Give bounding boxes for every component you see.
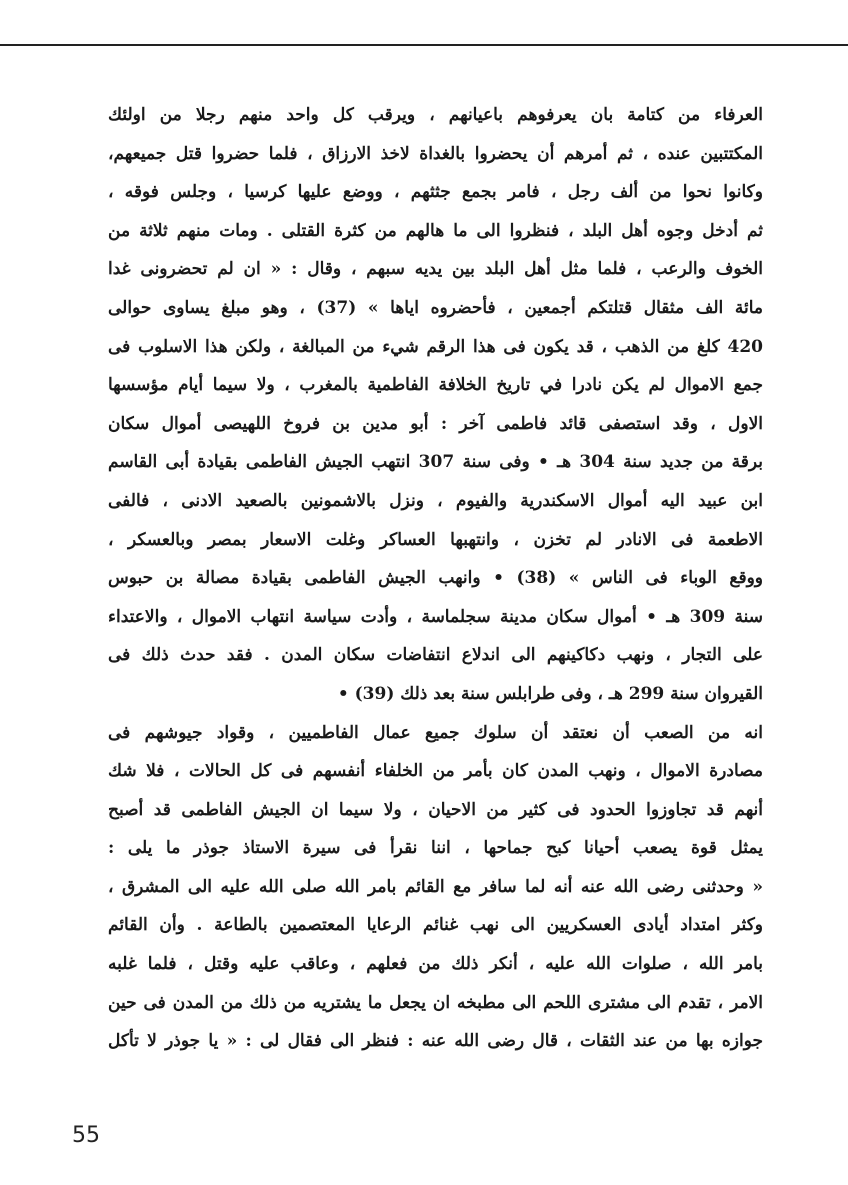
text-line: ثم أدخل وجوه أهل البلد ، فنظروا الى ما هالهم من كثرة القتلى . ومات منهم ثلاثة من [108,220,763,241]
text-line: ووقع الوباء فى الناس » (38) • وانهب الجيش الفاطمى بقيادة مصالة بن حبوس [108,568,763,589]
text-line: الاول ، وقد استصفى قائد فاطمى آخر : أبو مدين بن فروخ اللهيصى أموال سكان [108,413,763,434]
text-line: « وحدثنى رضى الله عنه أنه لما سافر مع القائم بامر الله صلى الله عليه الى المشرق ، [108,876,763,897]
page-number: 55 [72,1123,100,1148]
text-line: يمثل قوة يصعب أحيانا كبح جماحها ، اننا نقرأ فى سيرة الاستاذ جوذر ما يلى : [108,838,763,859]
paragraph-2 [108,714,763,1061]
page-body [108,96,763,1061]
text-line: الامر ، تقدم الى مشترى اللحم الى مطبخه ان يجعل ما يشتريه من ذلك من المدن فى حين [108,992,763,1013]
text-line: وكثر امتداد أيادى العسكريين الى نهب غنائم الرعايا المعتصمين بالطاعة . وأن القائم [108,915,763,936]
text-line: على التجار ، ونهب دكاكينهم الى اندلاع انتفاضات سكان المدن . فقد حدث ذلك فى [108,645,763,666]
text-line: وكانوا نحوا من ألف رجل ، فامر بجمع جثثهم ، ووضع عليها كرسيا ، وجلس فوقه ، [108,182,763,203]
text-line: القيروان سنة 299 هـ ، وفى طرابلس سنة بعد ذلك (39) • [337,683,763,704]
text-line: الاطعمة فى الانادر لم تخزن ، وانتهبها العساكر وغلت الاسعار بمصر وبالعسكر ، [108,529,763,550]
text-line: 420 كلغ من الذهب ، قد يكون فى هذا الرقم شيء من المبالغة ، ولكن هذا الاسلوب فى [108,336,763,357]
text-line: مائة الف مثقال قتلتكم أجمعين ، فأحضروه اياها » (37) ، وهو مبلغ يساوى حوالى [108,297,763,318]
text-line: سنة 309 هـ • أموال سكان مدينة سجلماسة ، وأدت سياسة انتهاب الاموال ، والاعتداء [108,606,763,627]
paragraph-1 [108,96,763,714]
text-line: المكتتبين عنده ، ثم أمرهم أن يحضروا بالغداة لاخذ الارزاق ، فلما حضروا قتل جميعهم، [108,143,763,164]
header-rule [0,44,848,46]
text-line: برقة من جديد سنة 304 هـ • وفى سنة 307 انتهب الجيش الفاطمى بقيادة أبى القاسم [108,452,763,473]
text-line: العرفاء من كتامة بان يعرفوهم باعيانهم ، ويرقب كل واحد منهم رجلا من اولئك [108,105,763,125]
text-line: ابن عبيد اليه أموال الاسكندرية والفيوم ، ونزل بالاشمونين بالصعيد الادنى ، فالفى [108,490,763,511]
text-line: مصادرة الاموال ، ونهب المدن كان بأمر من الخلفاء أنفسهم فى كل الحالات ، فلا شك [108,761,763,782]
text-line: انه من الصعب أن نعتقد أن سلوك جميع عمال الفاطميين ، وقواد جيوشهم فى [108,722,763,743]
text-line: الخوف والرعب ، فلما مثل أهل البلد بين يديه سبهم ، وقال : « ان لم تحضرونى غدا [108,259,763,280]
text-line: بامر الله ، صلوات الله عليه ، أنكر ذلك من فعلهم ، وعاقب عليه وقتل ، فلما غلبه [108,954,763,975]
text-line: أنهم قد تجاوزوا الحدود فى كثير من الاحيان ، ولا سيما ان الجيش الفاطمى قد أصبح [108,799,763,820]
text-line: جوازه بها من عند الثقات ، قال رضى الله عنه : فنظر الى فقال لى : « يا جوذر لا تأكل [108,1031,763,1052]
text-line: جمع الاموال لم يكن نادرا في تاريخ الخلافة الفاطمية بالمغرب ، ولا سيما أيام مؤسسها [108,375,763,396]
